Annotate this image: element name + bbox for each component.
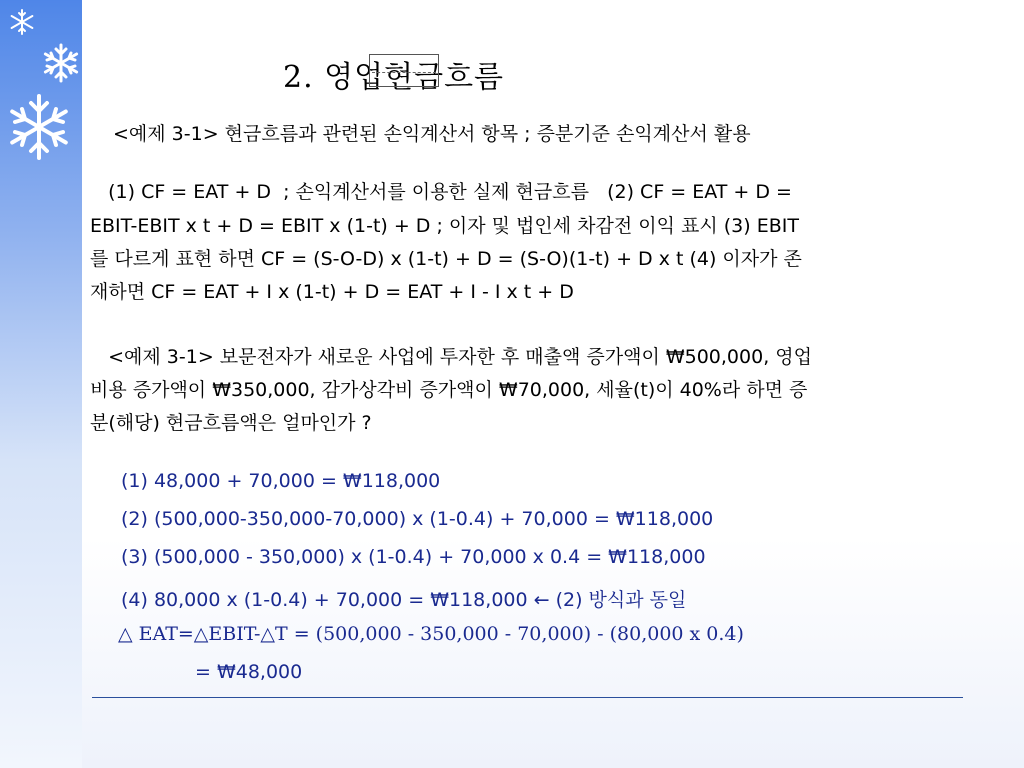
title-highlight-box xyxy=(369,54,439,87)
example-line: 분(해당) 현금흐름액은 얼마인가 ? xyxy=(90,412,372,434)
answer-line-5: △ EAT=△EBIT-△T = (500,000 - 350,000 - 70,000) - (80,000 x 0.4) xyxy=(118,623,744,645)
answer-line-4: (4) 80,000 x (1-0.4) + 70,000 = ₩118,000 ← (2) 방식과 동일 xyxy=(121,589,687,611)
answer-line-3: (3) (500,000 - 350,000) x (1-0.4) + 70,000 x 0.4 = ₩118,000 xyxy=(121,546,706,568)
snowflake-icon xyxy=(40,42,82,84)
bottom-divider xyxy=(92,697,963,698)
snowflake-icon xyxy=(8,8,36,36)
formula-line: (1) CF = EAT + D ; 손익계산서를 이용한 실제 현금흐름 (2) CF = EAT + D = xyxy=(90,181,792,203)
answer-line-1: (1) 48,000 + 70,000 = ₩118,000 xyxy=(121,470,441,492)
formula-line: 재하면 CF = EAT + I x (1-t) + D = EAT + I - I x t + D xyxy=(90,281,574,303)
formula-line: 를 다르게 표현 하면 CF = (S-O-D) x (1-t) + D = (S-O)(1-t) + D x t (4) 이자가 존 xyxy=(90,248,802,270)
answer-line-2: (2) (500,000-350,000-70,000) x (1-0.4) + 70,000 = ₩118,000 xyxy=(121,508,714,530)
snowflake-icon xyxy=(4,92,74,162)
answer-line-6: = ₩48,000 xyxy=(195,661,303,683)
decorative-sidebar xyxy=(0,0,82,768)
example-line: <예제 3-1> 보문전자가 새로운 사업에 투자한 후 매출액 증가액이 ₩500,000, 영업 xyxy=(90,346,812,368)
formula-line: EBIT-EBIT x t + D = EBIT x (1-t) + D ; 이자 및 법인세 차감전 이익 표시 (3) EBIT xyxy=(90,215,799,237)
page-title: 2. 영업현금흐름 xyxy=(283,60,505,95)
example-line: 비용 증가액이 ₩350,000, 감가상각비 증가액이 ₩70,000, 세율(t)이 40%라 하면 증 xyxy=(90,379,808,401)
subtitle: <예제 3-1> 현금흐름과 관련된 손익계산서 항목 ; 증분기준 손익계산서 활용 xyxy=(113,123,751,145)
